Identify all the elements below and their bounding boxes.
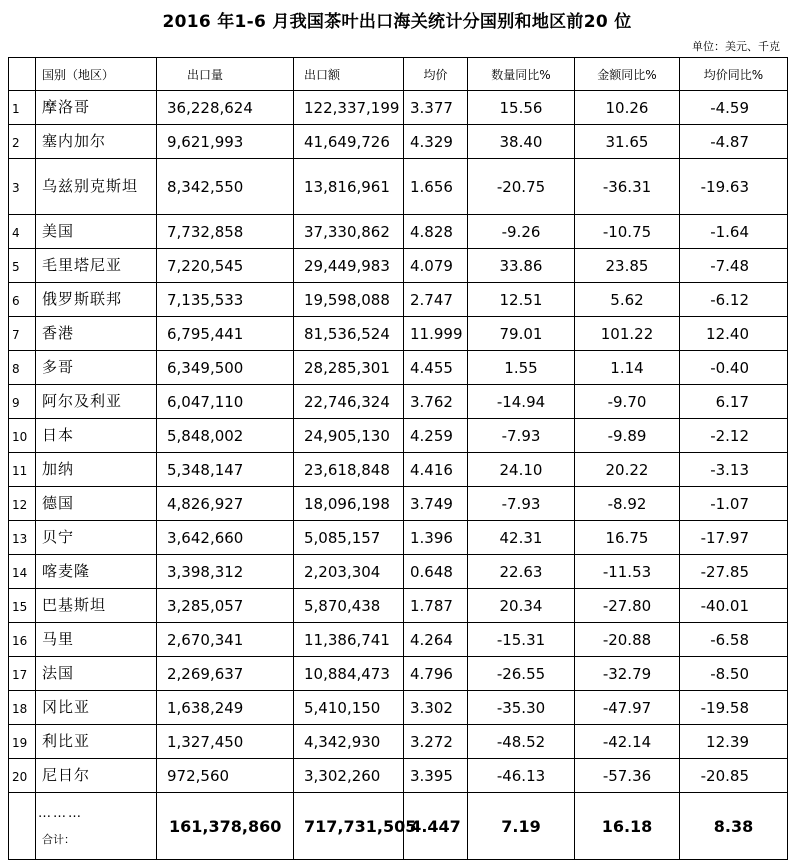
row-volume-yoy: 15.56 [468, 91, 575, 125]
row-volume-yoy: -20.75 [468, 159, 575, 215]
row-amount-yoy: -20.88 [575, 623, 680, 657]
row-country: 毛里塔尼亚 [36, 249, 157, 283]
row-price: 4.828 [404, 215, 468, 249]
row-country: 法国 [36, 657, 157, 691]
row-amount: 10,884,473 [294, 657, 404, 691]
row-volume: 972,560 [157, 759, 294, 793]
row-amount: 19,598,088 [294, 283, 404, 317]
table-row [9, 283, 788, 317]
row-amount-yoy: -9.70 [575, 385, 680, 419]
header-country: 国别（地区） [36, 58, 157, 91]
total-price: 4.447 [404, 793, 468, 860]
row-amount: 2,203,304 [294, 555, 404, 589]
row-price: 4.259 [404, 419, 468, 453]
row-amount: 24,905,130 [294, 419, 404, 453]
row-price: 0.648 [404, 555, 468, 589]
row-volume-yoy: -46.13 [468, 759, 575, 793]
row-price-yoy: -3.13 [680, 453, 788, 487]
row-index: 6 [9, 283, 36, 317]
row-amount-yoy: -9.89 [575, 419, 680, 453]
row-country: 贝宁 [36, 521, 157, 555]
table-row [9, 317, 788, 351]
row-price-yoy: -1.07 [680, 487, 788, 521]
table-row [9, 453, 788, 487]
row-price-yoy: 12.40 [680, 317, 788, 351]
total-volume: 161,378,860 [157, 793, 294, 860]
header-volume-yoy: 数量同比% [468, 58, 575, 91]
row-price-yoy: -8.50 [680, 657, 788, 691]
page-title: 2016 年1-6 月我国茶叶出口海关统计分国别和地区前20 位 [162, 12, 632, 32]
row-volume: 7,220,545 [157, 249, 294, 283]
header-volume: 出口量 [157, 58, 294, 91]
row-volume: 9,621,993 [157, 125, 294, 159]
row-price: 1.656 [404, 159, 468, 215]
row-amount: 3,302,260 [294, 759, 404, 793]
row-price: 3.302 [404, 691, 468, 725]
row-volume: 3,398,312 [157, 555, 294, 589]
row-price: 4.796 [404, 657, 468, 691]
row-volume: 5,848,002 [157, 419, 294, 453]
row-price: 11.999 [404, 317, 468, 351]
row-index: 15 [9, 589, 36, 623]
header-amount-yoy: 金额同比% [575, 58, 680, 91]
row-country: 马里 [36, 623, 157, 657]
row-amount: 5,870,438 [294, 589, 404, 623]
row-price-yoy: -27.85 [680, 555, 788, 589]
row-amount: 37,330,862 [294, 215, 404, 249]
table-row [9, 385, 788, 419]
row-country: 摩洛哥 [36, 91, 157, 125]
row-index: 10 [9, 419, 36, 453]
row-volume-yoy: 22.63 [468, 555, 575, 589]
row-amount-yoy: -42.14 [575, 725, 680, 759]
row-volume: 6,349,500 [157, 351, 294, 385]
row-country: 日本 [36, 419, 157, 453]
row-country: 美国 [36, 215, 157, 249]
row-volume-yoy: 42.31 [468, 521, 575, 555]
row-price: 3.749 [404, 487, 468, 521]
row-amount-yoy: -47.97 [575, 691, 680, 725]
row-amount-yoy: 10.26 [575, 91, 680, 125]
row-volume: 3,642,660 [157, 521, 294, 555]
total-label-cell [36, 793, 157, 860]
row-index: 13 [9, 521, 36, 555]
row-volume: 2,670,341 [157, 623, 294, 657]
row-price-yoy: -4.59 [680, 91, 788, 125]
row-amount: 22,746,324 [294, 385, 404, 419]
row-price-yoy: -2.12 [680, 419, 788, 453]
total-dots: ……… [38, 805, 83, 821]
table-row [9, 125, 788, 159]
row-amount-yoy: 23.85 [575, 249, 680, 283]
row-amount-yoy: 101.22 [575, 317, 680, 351]
row-index: 17 [9, 657, 36, 691]
row-volume: 7,732,858 [157, 215, 294, 249]
row-volume-yoy: -15.31 [468, 623, 575, 657]
row-amount-yoy: 5.62 [575, 283, 680, 317]
row-price: 2.747 [404, 283, 468, 317]
row-amount: 18,096,198 [294, 487, 404, 521]
row-volume-yoy: -35.30 [468, 691, 575, 725]
total-index-cell [9, 793, 36, 860]
row-volume-yoy: 24.10 [468, 453, 575, 487]
row-volume-yoy: 20.34 [468, 589, 575, 623]
row-amount-yoy: -8.92 [575, 487, 680, 521]
row-index: 9 [9, 385, 36, 419]
row-amount: 122,337,199 [294, 91, 404, 125]
row-price: 4.079 [404, 249, 468, 283]
row-price: 4.455 [404, 351, 468, 385]
header-price: 均价 [404, 58, 468, 91]
row-index: 1 [9, 91, 36, 125]
row-country: 尼日尔 [36, 759, 157, 793]
total-label: 合计： [42, 832, 75, 846]
table-row [9, 623, 788, 657]
header-index [9, 58, 36, 91]
row-volume: 8,342,550 [157, 159, 294, 215]
row-index: 5 [9, 249, 36, 283]
row-volume: 36,228,624 [157, 91, 294, 125]
row-index: 16 [9, 623, 36, 657]
row-price-yoy: -19.58 [680, 691, 788, 725]
table-row [9, 691, 788, 725]
row-price: 3.762 [404, 385, 468, 419]
row-amount: 5,410,150 [294, 691, 404, 725]
row-volume: 5,348,147 [157, 453, 294, 487]
row-country: 巴基斯坦 [36, 589, 157, 623]
row-volume-yoy: -48.52 [468, 725, 575, 759]
row-price-yoy: -1.64 [680, 215, 788, 249]
table-row [9, 657, 788, 691]
row-index: 3 [9, 159, 36, 215]
row-index: 19 [9, 725, 36, 759]
table-row [9, 249, 788, 283]
table-row [9, 725, 788, 759]
row-price-yoy: -4.87 [680, 125, 788, 159]
row-price: 3.377 [404, 91, 468, 125]
row-price: 4.264 [404, 623, 468, 657]
table-row [9, 419, 788, 453]
row-volume: 1,638,249 [157, 691, 294, 725]
row-price-yoy: -6.58 [680, 623, 788, 657]
total-volume-yoy: 7.19 [468, 793, 575, 860]
row-amount-yoy: 31.65 [575, 125, 680, 159]
row-volume-yoy: 12.51 [468, 283, 575, 317]
row-price-yoy: -0.40 [680, 351, 788, 385]
table-row [9, 521, 788, 555]
row-index: 4 [9, 215, 36, 249]
row-price-yoy: 12.39 [680, 725, 788, 759]
row-amount-yoy: 1.14 [575, 351, 680, 385]
table-row [9, 487, 788, 521]
row-price-yoy: -40.01 [680, 589, 788, 623]
unit-note: 单位：美元、千克 [692, 40, 780, 53]
row-price-yoy: -17.97 [680, 521, 788, 555]
row-volume-yoy: -9.26 [468, 215, 575, 249]
total-amount: 717,731,505 [294, 793, 404, 860]
table-row [9, 589, 788, 623]
row-volume: 4,826,927 [157, 487, 294, 521]
export-table [8, 57, 788, 860]
row-price: 3.272 [404, 725, 468, 759]
row-amount-yoy: 16.75 [575, 521, 680, 555]
row-amount: 4,342,930 [294, 725, 404, 759]
row-amount: 5,085,157 [294, 521, 404, 555]
row-volume: 6,795,441 [157, 317, 294, 351]
row-price: 4.329 [404, 125, 468, 159]
row-price: 1.396 [404, 521, 468, 555]
row-volume-yoy: -7.93 [468, 487, 575, 521]
table-row [9, 759, 788, 793]
row-volume: 6,047,110 [157, 385, 294, 419]
row-amount-yoy: -10.75 [575, 215, 680, 249]
row-price-yoy: -19.63 [680, 159, 788, 215]
row-volume-yoy: -14.94 [468, 385, 575, 419]
row-amount-yoy: -11.53 [575, 555, 680, 589]
row-index: 11 [9, 453, 36, 487]
row-volume-yoy: -7.93 [468, 419, 575, 453]
row-index: 14 [9, 555, 36, 589]
row-country: 乌兹别克斯坦 [36, 159, 157, 215]
row-index: 2 [9, 125, 36, 159]
table-row [9, 215, 788, 249]
table-row [9, 91, 788, 125]
table-row [9, 351, 788, 385]
row-amount: 11,386,741 [294, 623, 404, 657]
row-country: 加纳 [36, 453, 157, 487]
row-price: 1.787 [404, 589, 468, 623]
row-amount: 28,285,301 [294, 351, 404, 385]
row-country: 喀麦隆 [36, 555, 157, 589]
row-amount-yoy: 20.22 [575, 453, 680, 487]
row-amount: 81,536,524 [294, 317, 404, 351]
row-country: 俄罗斯联邦 [36, 283, 157, 317]
row-index: 20 [9, 759, 36, 793]
row-volume-yoy: -26.55 [468, 657, 575, 691]
row-country: 多哥 [36, 351, 157, 385]
row-amount-yoy: -32.79 [575, 657, 680, 691]
row-volume-yoy: 79.01 [468, 317, 575, 351]
row-amount-yoy: -57.36 [575, 759, 680, 793]
row-volume: 1,327,450 [157, 725, 294, 759]
table-row [9, 555, 788, 589]
row-amount-yoy: -27.80 [575, 589, 680, 623]
row-amount: 23,618,848 [294, 453, 404, 487]
row-volume: 2,269,637 [157, 657, 294, 691]
table-row [9, 159, 788, 215]
total-amount-yoy: 16.18 [575, 793, 680, 860]
row-amount-yoy: -36.31 [575, 159, 680, 215]
row-index: 8 [9, 351, 36, 385]
row-volume-yoy: 1.55 [468, 351, 575, 385]
row-country: 香港 [36, 317, 157, 351]
row-price-yoy: -20.85 [680, 759, 788, 793]
table-body [9, 91, 788, 793]
row-index: 12 [9, 487, 36, 521]
row-amount: 29,449,983 [294, 249, 404, 283]
row-country: 塞内加尔 [36, 125, 157, 159]
row-country: 德国 [36, 487, 157, 521]
row-country: 阿尔及利亚 [36, 385, 157, 419]
row-amount: 41,649,726 [294, 125, 404, 159]
row-volume: 3,285,057 [157, 589, 294, 623]
row-amount: 13,816,961 [294, 159, 404, 215]
row-country: 利比亚 [36, 725, 157, 759]
row-price-yoy: 6.17 [680, 385, 788, 419]
row-price: 4.416 [404, 453, 468, 487]
row-index: 7 [9, 317, 36, 351]
row-volume-yoy: 38.40 [468, 125, 575, 159]
header-price-yoy: 均价同比% [680, 58, 788, 91]
total-row [9, 793, 788, 860]
row-price-yoy: -7.48 [680, 249, 788, 283]
row-index: 18 [9, 691, 36, 725]
header-row [9, 58, 788, 91]
row-price: 3.395 [404, 759, 468, 793]
row-volume: 7,135,533 [157, 283, 294, 317]
row-country: 冈比亚 [36, 691, 157, 725]
header-amount: 出口额 [294, 58, 404, 91]
row-volume-yoy: 33.86 [468, 249, 575, 283]
total-price-yoy: 8.38 [680, 793, 788, 860]
row-price-yoy: -6.12 [680, 283, 788, 317]
